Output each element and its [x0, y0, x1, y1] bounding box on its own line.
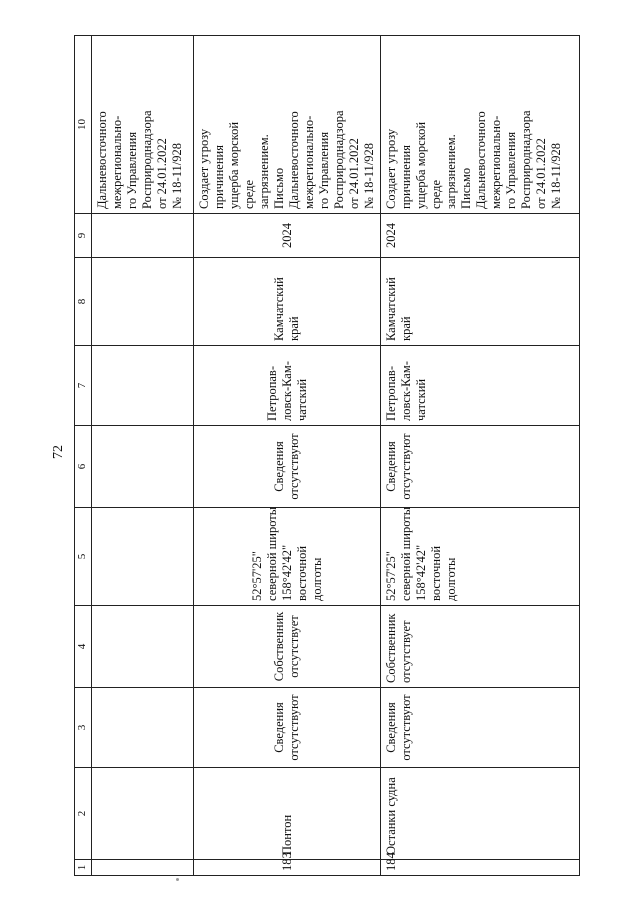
text-line: № 18-11/928 — [549, 143, 563, 209]
column-header: 6 — [75, 426, 92, 508]
text-line: отсутствует — [399, 620, 413, 683]
text-line: долготы — [309, 557, 324, 601]
cell-c7 — [92, 346, 194, 426]
text-line: причинения — [399, 145, 413, 209]
page-number: 72 — [51, 445, 66, 459]
text-line: край — [287, 316, 301, 341]
cell-c9 — [92, 214, 194, 258]
cell-c3 — [92, 688, 194, 768]
rotated-table-container — [74, 36, 563, 876]
text-line: Собственник — [272, 611, 286, 682]
text-line: отсутствует — [287, 615, 301, 678]
cell-name: Понтон — [194, 768, 381, 860]
column-header: 7 — [75, 346, 92, 426]
cell-c8 — [381, 258, 580, 346]
table-row-continuation — [92, 36, 194, 876]
text-line: северной широты — [399, 506, 413, 601]
text-line: чатский — [294, 378, 309, 421]
text-line: отсутствуют — [399, 433, 413, 500]
text-line: Собственник — [384, 613, 398, 683]
table-row-184 — [381, 36, 580, 876]
text-line: Сведения — [272, 702, 286, 753]
text-line: отсутствуют — [399, 694, 413, 761]
column-header: 10 — [75, 36, 92, 214]
text-line: 52°57'25" — [249, 551, 264, 601]
cell-c9: 2024 — [381, 214, 580, 258]
text-line: го Управления — [504, 131, 518, 209]
cell-num: 183 — [194, 860, 381, 876]
text-line: Дальневосточного — [474, 111, 488, 209]
scan-speck — [176, 878, 179, 881]
column-header: 2 — [75, 768, 92, 860]
text-line: ущерба морской — [414, 121, 428, 209]
text-line: долготы — [444, 557, 458, 601]
column-header: 9 — [75, 214, 92, 258]
cell-c10 — [381, 36, 580, 214]
cell-c9: 2024 — [194, 214, 381, 258]
cell-c4 — [92, 606, 194, 688]
text-line: Петропав- — [384, 366, 398, 421]
cell-num — [92, 860, 194, 876]
text-line: край — [399, 316, 413, 341]
cell-name — [92, 768, 194, 860]
text-line: чатский — [414, 378, 428, 421]
text-line: Создает угрозу — [197, 128, 211, 209]
cell-c5 — [92, 508, 194, 606]
text-line: Росприроднадзора — [519, 110, 533, 209]
cell-name: Останки судна — [381, 768, 580, 860]
cell-c6 — [92, 426, 194, 508]
text-line: отсутствуют — [287, 433, 301, 500]
text-line: Создает угрозу — [384, 128, 398, 209]
text-line: среде — [429, 179, 443, 209]
text-line: северной широты — [264, 506, 279, 601]
cell-c8 — [92, 258, 194, 346]
text-line: Сведения — [272, 441, 286, 492]
cell-c7 — [194, 346, 381, 426]
text-line: отсутствуют — [287, 694, 301, 761]
text-line: 158°42'42" — [414, 544, 428, 601]
text-line: № 18-11/928 — [170, 143, 184, 209]
text-line: ущерба морской — [227, 121, 241, 209]
text-line: от 24.01.2022 — [534, 138, 548, 209]
column-header: 5 — [75, 508, 92, 606]
text-line: Дальневосточного — [287, 111, 301, 209]
column-header: 1 — [75, 860, 92, 876]
cell-num: 184 — [381, 860, 580, 876]
cell-c10 — [194, 36, 381, 214]
column-header: 3 — [75, 688, 92, 768]
text-line: Петропав- — [264, 366, 279, 421]
text-line: го Управления — [125, 131, 139, 209]
text-line: межрегионально- — [489, 115, 503, 209]
objects-table — [74, 35, 580, 876]
text-line: межрегионально- — [110, 115, 124, 209]
text-line: 158°42'42" — [279, 544, 294, 601]
table-row-183 — [194, 36, 381, 876]
cell-c6 — [381, 426, 580, 508]
text-line: среде — [242, 179, 256, 209]
text-line: ловск-Кам- — [399, 361, 413, 421]
cell-c3 — [381, 688, 580, 768]
text-line: Росприроднадзора — [140, 110, 154, 209]
column-header: 4 — [75, 606, 92, 688]
text-line: восточной — [429, 545, 443, 601]
cell-c5 — [194, 508, 381, 606]
text-line: от 24.01.2022 — [347, 138, 361, 209]
cell-c5 — [381, 508, 580, 606]
column-header: 8 — [75, 258, 92, 346]
text-line: ловск-Кам- — [279, 361, 294, 421]
text-line: Камчатский — [272, 277, 286, 341]
text-line: межрегионально- — [302, 115, 316, 209]
text-line: Росприроднадзора — [332, 110, 346, 209]
cell-c10 — [92, 36, 194, 214]
text-line: го Управления — [317, 131, 331, 209]
text-line: Камчатский — [384, 277, 398, 341]
cell-c8 — [194, 258, 381, 346]
cell-c4 — [381, 606, 580, 688]
text-line: № 18-11/928 — [362, 143, 376, 209]
text-line: Письмо — [272, 167, 286, 209]
text-line: Сведения — [384, 441, 398, 492]
text-line: загрязнением. — [444, 134, 458, 209]
text-line: загрязнением. — [257, 134, 271, 209]
text-line: причинения — [212, 145, 226, 209]
text-line: Дальневосточного — [95, 111, 109, 209]
text-line: 52°57'25" — [384, 551, 398, 601]
cell-c6 — [194, 426, 381, 508]
cell-c4 — [194, 606, 381, 688]
text-line: восточной — [294, 545, 309, 601]
text-line: Письмо — [459, 167, 473, 209]
column-number-row — [75, 36, 92, 876]
text-line: от 24.01.2022 — [155, 138, 169, 209]
cell-c7 — [381, 346, 580, 426]
text-line: Сведения — [384, 702, 398, 753]
cell-c3 — [194, 688, 381, 768]
